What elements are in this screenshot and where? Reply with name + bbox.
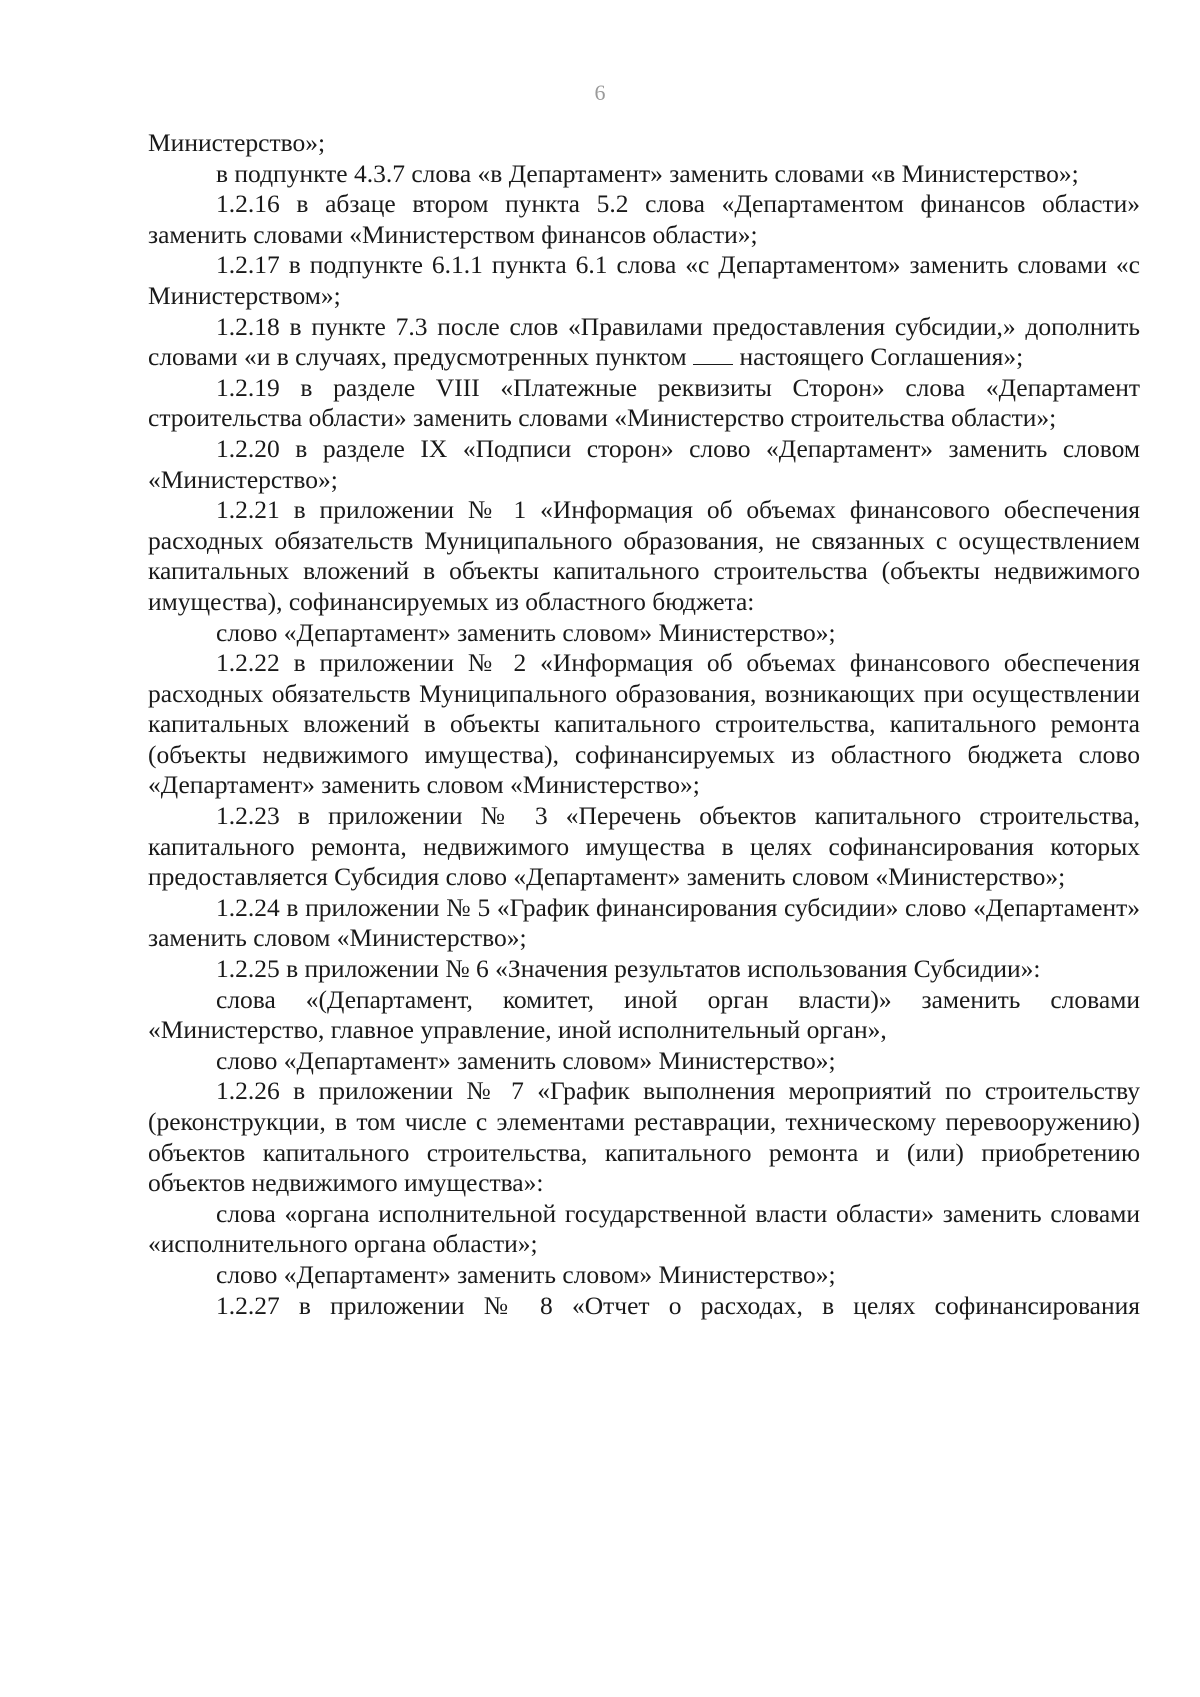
paragraph: 1.2.16 в абзаце втором пункта 5.2 слова «Департаментом финансов области» заменить словами «Министерством финансов области»; [148,189,1140,249]
paragraph: 1.2.24 в приложении № 5 «График финансирования субсидии» слово «Департамент» заменить словом «Министерство»; [148,892,1140,953]
paragraph: 1.2.25 в приложении № 6 «Значения результатов использования Субсидии»: [216,954,1041,984]
paragraph: 1.2.21 в приложении № 1 «Информация об объемах финансового обеспечения расходных обязательств Муниципального образования, не связанных с осуществлением капитальных вложений в объекты капитального строительства (объекты недвижимого имущества), софинансируемых из областного бюджета: [148,495,1140,616]
paragraph-text: 1.2.18 в пункте 7.3 после слов «Правилами предоставления субсидии,» дополнить словами «и в случаях, предусмотренных пунктом [148,311,1140,372]
paragraph: 1.2.19 в разделе VIII «Платежные реквизиты Сторон» слова «Департамент строительства области» заменить словами «Министерство строительства области»; [148,372,1140,433]
paragraph: слово «Департамент» заменить словом» Министерство»; [216,1259,836,1289]
paragraph: 1.2.26 в приложении № 7 «График выполнения мероприятий по строительству (реконструкции, в том числе с элементами реставрации, техническому перевооружению) объектов капитального строительства, капитального ремонта и (или) приобретению объектов недвижимого имущества»: [148,1076,1140,1198]
document-body [148,128,1140,1321]
paragraph-with-blank [148,312,1140,373]
paragraph: 1.2.22 в приложении № 2 «Информация об объемах финансового обеспечения расходных обязательств Муниципального образования, возникающих при осуществлении капитальных вложений в объекты капитального строительства, капитального ремонта (объекты недвижимого имущества), софинансируемых из областного бюджета слово «Департамент» заменить словом «Министерство»; [148,648,1140,800]
blank-field [693,346,733,365]
paragraph: в подпункте 4.3.7 слова «в Департамент» заменить словами «в Министерство»; [216,158,1079,188]
paragraph: 1.2.23 в приложении № 3 «Перечень объектов капитального строительства, капитального ремонта, недвижимого имущества в целях софинансирования которых предоставляется Субсидия слово «Департамент» заменить словом «Министерство»; [148,801,1140,892]
paragraph: 1.2.17 в подпункте 6.1.1 пункта 6.1 слова «с Департаментом» заменить словами «с Министерством»; [148,250,1140,310]
paragraph: 1.2.27 в приложении № 8 «Отчет о расходах, в целях софинансирования [216,1290,1140,1320]
paragraph: 1.2.20 в разделе IX «Подписи сторон» слово «Департамент» заменить словом «Министерство»; [148,433,1140,494]
paragraph: слово «Департамент» заменить словом» Министерство»; [216,617,836,647]
paragraph: слово «Департамент» заменить словом» Министерство»; [216,1045,836,1075]
paragraph-text: настоящего Соглашения»; [739,342,1024,372]
page-number: 6 [594,80,606,105]
paragraph: слова «(Департамент, комитет, иной орган власти)» заменить словами «Министерство, главное управление, иной исполнительный орган», [148,984,1140,1045]
paragraph: слова «органа исполнительной государственной власти области» заменить словами «исполнительного органа области»; [148,1198,1140,1259]
paragraph: Министерство»; [148,128,326,157]
